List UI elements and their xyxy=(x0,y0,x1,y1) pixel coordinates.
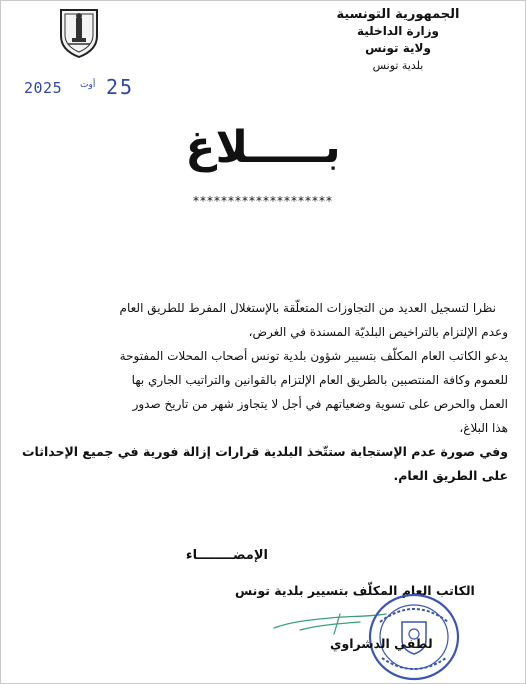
body-line: هذا البلاغ، xyxy=(459,421,508,435)
body-line-bold: على الطريق العام. xyxy=(393,468,508,483)
ministry-emblem-icon xyxy=(57,6,101,58)
body-line: يدعو الكاتب العام المكلّف بتسيير شؤون بلدية تونس أصحاب المحلات المفتوحة xyxy=(119,349,508,363)
signatory-name: لطفي الدشراوي xyxy=(330,636,433,651)
date-stamp xyxy=(20,75,135,99)
body-line: للعموم وكافة المنتصبين بالطريق العام الإلتزام بالقوانين والتراتيب الجاري بها xyxy=(131,373,508,387)
body-line: العمل والحرص على تسوية وضعياتهم في أجل لا يتجاوز شهر من تاريخ صدور xyxy=(132,397,508,411)
signature-label: الإمضــــــــاء xyxy=(185,548,268,563)
header-municipality: بلدية تونس xyxy=(372,59,424,72)
date-month: أوت xyxy=(80,80,96,90)
title-separator: ******************** xyxy=(193,194,333,208)
header-republic: الجمهورية التونسية xyxy=(336,7,460,22)
header-governorate: ولاية تونس xyxy=(365,41,431,55)
date-year: 2025 xyxy=(24,79,63,97)
signatory-title: الكاتب العام المكلّف بتسيير بلدية تونس xyxy=(235,583,475,598)
announcement-body xyxy=(16,296,508,488)
body-line: نظرا لتسجيل العديد من التجاوزات المتعلّقة بالإستغلال المفرط للطريق العام xyxy=(119,301,496,315)
document-title: بـــــلاغ xyxy=(185,122,341,173)
header-ministry: وزارة الداخلية xyxy=(356,24,440,38)
body-line-bold: وفي صورة عدم الإستجابة ستتّخذ البلدية قرارات إزالة فورية في جميع الإحداثات xyxy=(22,444,508,459)
header-block xyxy=(308,6,488,74)
date-day: 25 xyxy=(106,75,135,99)
body-line: وعدم الإلتزام بالتراخيص البلديّة المسندة في الغرض، xyxy=(248,325,508,339)
